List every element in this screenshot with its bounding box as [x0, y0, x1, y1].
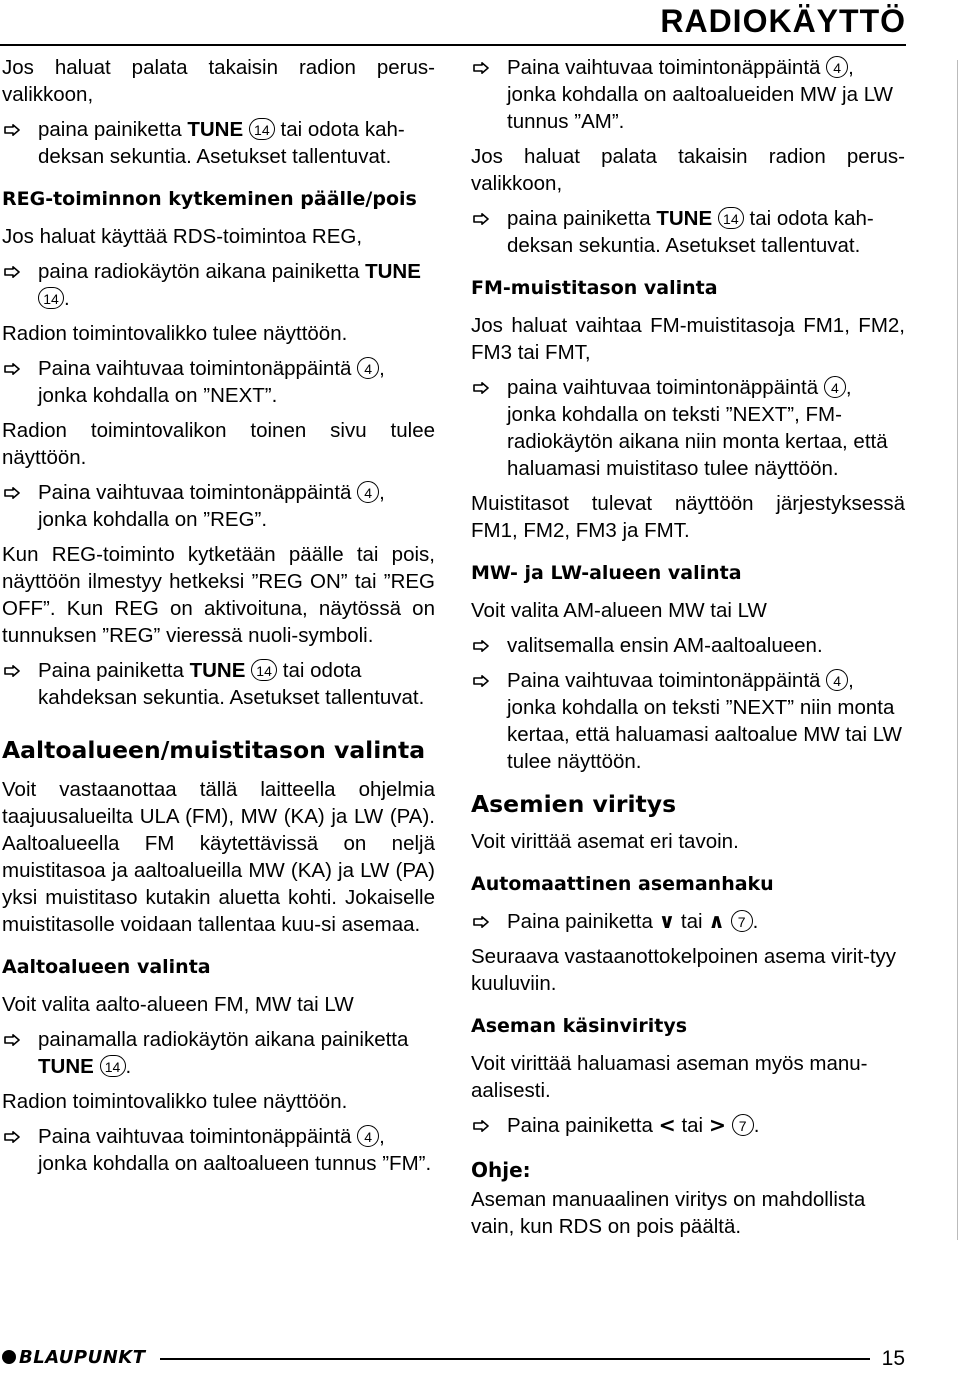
paragraph: Voit valita aalto-alueen FM, MW tai LW	[2, 993, 354, 1016]
instruction-step	[2, 1123, 435, 1177]
step-text: valitsemalla ensin AM-aaltoalueen.	[507, 634, 823, 657]
step-text: Paina vaihtuvaa toimintonäppäintä	[38, 357, 358, 380]
subheading: Aseman käsinviritys	[471, 1015, 688, 1037]
note-title: Ohje:	[471, 1158, 531, 1182]
key-number-badge: 4	[357, 357, 379, 379]
step-text: tai odota kah-deksan sekuntia. Asetukset tallentuvat.	[507, 207, 874, 257]
step-text: paina painiketta	[507, 207, 657, 230]
paragraph: Jos haluat vaihtaa FM-muistitasoja FM1, FM2, FM3 tai FMT,	[471, 314, 905, 364]
seek-up-icon: ∧	[708, 909, 725, 933]
key-number-badge: 14	[718, 207, 744, 229]
key-number-badge: 4	[357, 1125, 379, 1147]
seek-down-icon: ∨	[658, 909, 676, 933]
arrow-icon	[4, 665, 20, 677]
key-number-badge: 7	[731, 910, 753, 932]
tune-button-label: TUNE	[187, 118, 244, 141]
arrow-icon	[473, 640, 489, 652]
step-text: , jonka kohdalla on ”NEXT”.	[38, 357, 385, 407]
instruction-step	[2, 479, 435, 533]
step-text: tai odota kahdeksan sekuntia. Asetukset tallentuvat.	[38, 659, 425, 709]
key-number-badge: 14	[249, 118, 275, 140]
page-number: 15	[881, 1347, 905, 1370]
step-text: Paina vaihtuvaa toimintonäppäintä	[507, 56, 827, 79]
paragraph: Voit valita AM-alueen MW tai LW	[471, 599, 767, 622]
instruction-step	[471, 1112, 905, 1139]
key-number-badge: 14	[251, 659, 277, 681]
instruction-step	[471, 632, 905, 659]
paragraph: Jos haluat palata takaisin radion perus-valikkoon,	[471, 145, 905, 195]
paragraph: Voit virittää asemat eri tavoin.	[471, 830, 739, 853]
instruction-step	[471, 374, 905, 482]
paragraph: Radion toimintovalikon toinen sivu tulee näyttöön.	[2, 419, 435, 469]
instruction-step	[471, 667, 905, 775]
page-header-title: RADIOKÄYTTÖ	[660, 3, 906, 39]
step-text: Paina vaihtuvaa toimintonäppäintä	[38, 1125, 358, 1148]
paragraph: Voit vastaanottaa tällä laitteella ohjelmia taajuusalueilta ULA (FM), MW (KA) ja LW (PA). Aaltoalueella FM käytettävissä on neljä muistitasoa ja aaltoalueilla MW (KA) ja LW (PA) yksi muistitaso kutakin aluetta kohti. Jokaiselle muistitasolle voidaan tallentaa kuu-si asemaa.	[2, 778, 435, 936]
instruction-step	[2, 355, 435, 409]
instruction-step	[2, 657, 435, 711]
instruction-step	[471, 54, 905, 135]
step-text: tai odota kah-deksan sekuntia. Asetukset tallentuvat.	[38, 118, 405, 168]
arrow-icon	[473, 382, 489, 394]
instruction-step	[471, 205, 905, 259]
tune-button-label: TUNE	[656, 207, 713, 230]
step-text: tai	[675, 1114, 709, 1137]
arrow-icon	[473, 675, 489, 687]
step-text: paina vaihtuvaa toimintonäppäintä	[507, 376, 824, 399]
key-number-badge: 4	[357, 481, 379, 503]
paragraph: Jos haluat käyttää RDS-toimintoa REG,	[2, 225, 363, 248]
step-text: .	[125, 1055, 132, 1078]
page-edge-line	[957, 60, 958, 1240]
key-number-badge: 4	[824, 376, 846, 398]
arrow-icon	[473, 213, 489, 225]
instruction-step	[2, 258, 435, 312]
subheading: Automaattinen asemanhaku	[471, 873, 774, 895]
arrow-icon	[4, 1131, 20, 1143]
step-text: .	[752, 910, 759, 933]
key-number-badge: 7	[732, 1114, 754, 1136]
tune-button-label: TUNE	[189, 659, 246, 682]
paragraph: Radion toimintovalikko tulee näyttöön.	[2, 322, 348, 345]
key-number-badge: 4	[826, 56, 848, 78]
paragraph: Muistitasot tulevat näyttöön järjestyksessä FM1, FM2, FM3 ja FMT.	[471, 492, 905, 542]
logo-dot-icon	[2, 1350, 16, 1364]
step-text: .	[64, 287, 70, 310]
step-text: , jonka kohdalla on aaltoalueiden MW ja LW tunnus ”AM”.	[507, 56, 893, 133]
arrow-icon	[4, 487, 20, 499]
step-text: , jonka kohdalla on ”REG”.	[38, 481, 385, 531]
header-rule	[0, 44, 906, 46]
footer-rule	[160, 1358, 870, 1360]
instruction-step	[471, 908, 905, 935]
arrow-icon	[4, 124, 20, 136]
brand-name: BLAUPUNKT	[19, 1347, 146, 1368]
step-text: Paina painiketta	[507, 910, 659, 933]
paragraph: Jos haluat palata takaisin radion perus-valikkoon,	[2, 56, 435, 106]
right-column	[471, 54, 905, 1248]
step-text: , jonka kohdalla on teksti ”NEXT” niin monta kertaa, että haluamasi aaltoalue MW tai LW tulee näyttöön.	[507, 669, 902, 773]
paragraph: Radion toimintovalikko tulee näyttöön.	[2, 1090, 348, 1113]
step-text: Paina painiketta	[507, 1114, 659, 1137]
step-text: .	[753, 1114, 760, 1137]
tune-right-icon: >	[708, 1113, 726, 1137]
tune-button-label: TUNE	[38, 1055, 94, 1078]
key-number-badge: 14	[100, 1055, 126, 1077]
tune-left-icon: <	[658, 1113, 676, 1137]
note-text: Aseman manuaalinen viritys on mahdollista vain, kun RDS on pois päältä.	[471, 1188, 866, 1238]
subheading: Aaltoalueen valinta	[2, 956, 211, 978]
arrow-icon	[473, 62, 489, 74]
arrow-icon	[473, 1120, 489, 1132]
step-text: , jonka kohdalla on teksti ”NEXT”, FM-radiokäytön aikana niin monta kertaa, että haluamasi muistitaso tulee näyttöön.	[507, 376, 888, 480]
arrow-icon	[4, 266, 20, 278]
step-text: paina painiketta	[38, 118, 188, 141]
subheading: FM-muistitason valinta	[471, 277, 718, 299]
key-number-badge: 4	[826, 669, 848, 691]
arrow-icon	[4, 1034, 20, 1046]
key-number-badge: 14	[38, 287, 64, 309]
instruction-step	[2, 1026, 435, 1080]
paragraph: Kun REG-toiminto kytketään päälle tai pois, näyttöön ilmestyy hetkeksi ”REG ON” tai ”REG OFF”. Kun REG on aktivoituna, näytössä on tunnuksen ”REG” vieressä nuoli-symboli.	[2, 543, 435, 647]
section-heading: Asemien viritys	[471, 790, 677, 818]
tune-button-label: TUNE	[365, 260, 421, 283]
instruction-step	[2, 116, 435, 170]
step-text: painamalla radiokäytön aikana painiketta	[38, 1028, 409, 1051]
step-text: Paina vaihtuvaa toimintonäppäintä	[507, 669, 827, 692]
step-text: tai	[675, 910, 709, 933]
subheading: MW- ja LW-alueen valinta	[471, 562, 742, 584]
left-column	[2, 54, 435, 1185]
step-text: Paina painiketta	[38, 659, 190, 682]
paragraph: Voit virittää haluamasi aseman myös manu-aalisesti.	[471, 1052, 868, 1102]
arrow-icon	[4, 363, 20, 375]
section-heading: Aaltoalueen/muistitason valinta	[2, 736, 426, 764]
step-text: , jonka kohdalla on aaltoalueen tunnus ”FM”.	[38, 1125, 432, 1175]
step-text: paina radiokäytön aikana painiketta	[38, 260, 366, 283]
brand-logo	[2, 1347, 146, 1368]
paragraph: Seuraava vastaanottokelpoinen asema virit-tyy kuuluviin.	[471, 945, 897, 995]
step-text: Paina vaihtuvaa toimintonäppäintä	[38, 481, 358, 504]
arrow-icon	[473, 916, 489, 928]
subheading: REG-toiminnon kytkeminen päälle/pois	[2, 188, 417, 210]
